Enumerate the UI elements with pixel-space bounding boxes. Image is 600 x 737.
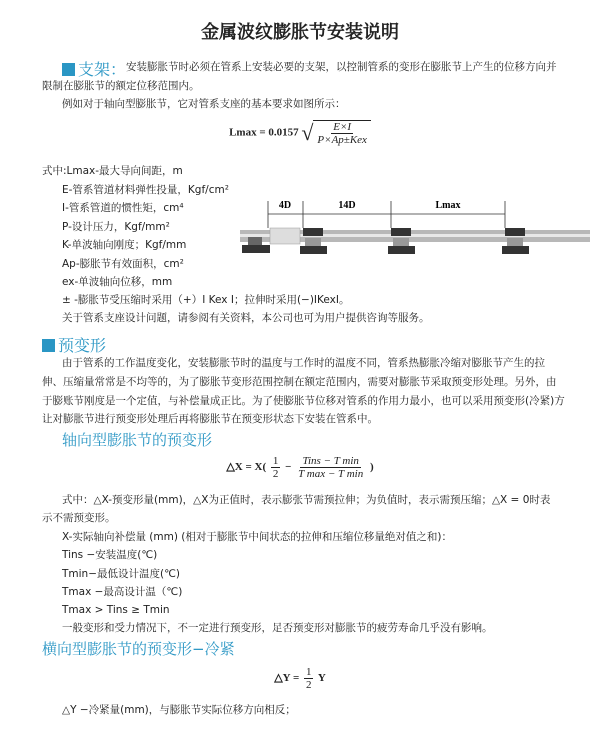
def-line: 式中:Lmax-最大导向间距，m — [42, 165, 183, 177]
axial-line: 式中：△X-预变形量(mm)，△X为正值时，表示膨张节需预拉伸；为负值时，表示需预压缩；△X = 0时表 — [62, 494, 551, 506]
axial-line: Tmax > Tins ≥ Tmin — [62, 604, 170, 616]
predeform-para-line: 由于管系的工作温度变化，安装膨胀节时的温度与工作时的温度不同，管系热膨胀冷缩对膨胀节产生的拉 — [62, 357, 545, 369]
def-line: ± -膨胀节受压缩时采用（+）I Kex I；拉伸时采用(−)IKexI。 — [62, 294, 350, 306]
formula-numerator: 1 — [305, 666, 312, 678]
dim-label-lmax: Lmax — [435, 200, 461, 211]
lateral-line: △Y −冷紧量(mm)，与膨胀节实际位移方向相反； — [62, 704, 296, 716]
axial-line: 一般变形和受力情况下，不一定进行预变形，足否预变形对膨胀节的疲劳寿命几乎没有影响。 — [62, 622, 493, 634]
formula-denominator: T max − T min — [298, 468, 364, 480]
def-line: Ap-膨胀节有效面积，cm² — [62, 258, 184, 270]
axial-line: 示不需预变形。 — [42, 512, 116, 524]
def-line: P-设计压力，Kgf/mm² — [62, 221, 170, 233]
axial-line: Tmax −最高设计温（℃) — [62, 586, 183, 598]
square-bullet-icon — [62, 63, 75, 76]
def-line: I-管系管道的惯性矩，cm⁴ — [62, 202, 184, 214]
minus-sign: − — [285, 461, 292, 474]
predeform-para-line: 于膨账节刚度是一个定值，与补偿量成正比。为了使膨胀节位移对管系的作用力最小，也可以采用预变形(冷紧)方 — [42, 395, 565, 407]
formula-numerator: E×I — [333, 121, 352, 133]
section-heading-predeform — [42, 333, 106, 356]
support-example: 例如对于轴向型膨胀节，它对管系支座的基本要求如图所示： — [62, 98, 346, 110]
half-den: 2 — [272, 468, 279, 480]
support-intro-line2: 限制在膨胀节的额定位移范围内。 — [42, 80, 200, 92]
def-line: ex-单波轴向位移，mm — [62, 276, 173, 288]
formula-rhs: ) — [369, 461, 374, 474]
formula-lhs: Lmax = 0.0157 — [229, 126, 299, 139]
half-num: 1 — [272, 455, 279, 467]
subheading-lateral: 横向型膨胀节的预变形−冷紧 — [42, 640, 235, 658]
support-diagram — [240, 194, 590, 264]
heading-text: 预变形 — [58, 336, 107, 355]
axial-line: Tmin−最低设计温度(℃) — [62, 568, 180, 580]
dim-label-14d: 14D — [338, 200, 356, 211]
formula-denominator: 2 — [305, 679, 312, 691]
heading-text: 支架： — [78, 60, 127, 79]
page-title: 金属波纹膨胀节安装说明 — [201, 22, 399, 43]
formula-lmax: Lmax = 0.0157 √ $\frac{E\times I}{\text{P×Ap±Kex}}$ — [0, 120, 600, 146]
formula-delta-x — [0, 455, 600, 480]
axial-line: Tins −安装温度(℃) — [62, 549, 158, 561]
square-bullet-icon — [42, 339, 55, 352]
predeform-para-line: 让对膨胀节进行预变形处理后再将膨胀节在预变形状态下安装在管系中。 — [42, 413, 378, 425]
def-line: 关于管系支座设计问题，请参阅有关资料，本公司也可为用户提供咨询等服务。 — [62, 312, 430, 324]
support-intro-line1: 安装膨胀节时必须在管系上安装必要的支架，以控制管系的变形在膨胀节上产生的位移方向并 — [126, 61, 557, 73]
subheading-axial: 轴向型膨胀节的预变形 — [62, 431, 213, 449]
def-line: K-单波轴向刚度；Kgf/mm — [62, 239, 187, 251]
formula-denominator: P×Ap±Kex — [317, 134, 367, 146]
formula-lhs: △Y = — [274, 672, 300, 685]
bellows-icon — [270, 228, 300, 244]
formula-numerator: Tins − T min — [302, 455, 359, 467]
def-line: E-管系管道材料弹性投量，Kgf/cm² — [62, 184, 229, 196]
predeform-para-line: 伸、压缩量常常是不均等的，为了膨胀节变形范围控制在额定范围内，需要对膨胀节采取预变形处理。另外，由 — [42, 376, 557, 388]
formula-lhs: △X = X( — [226, 461, 267, 474]
section-heading-support — [62, 57, 126, 80]
dim-label-4d: 4D — [278, 200, 292, 211]
formula-delta-y — [0, 666, 600, 691]
formula-rhs: Y — [317, 672, 326, 685]
axial-line: X-实际轴向补偿量 (mm) (相对于膨胀节中间状态的拉伸和压缩位移量绝对值之和)： — [62, 531, 452, 543]
